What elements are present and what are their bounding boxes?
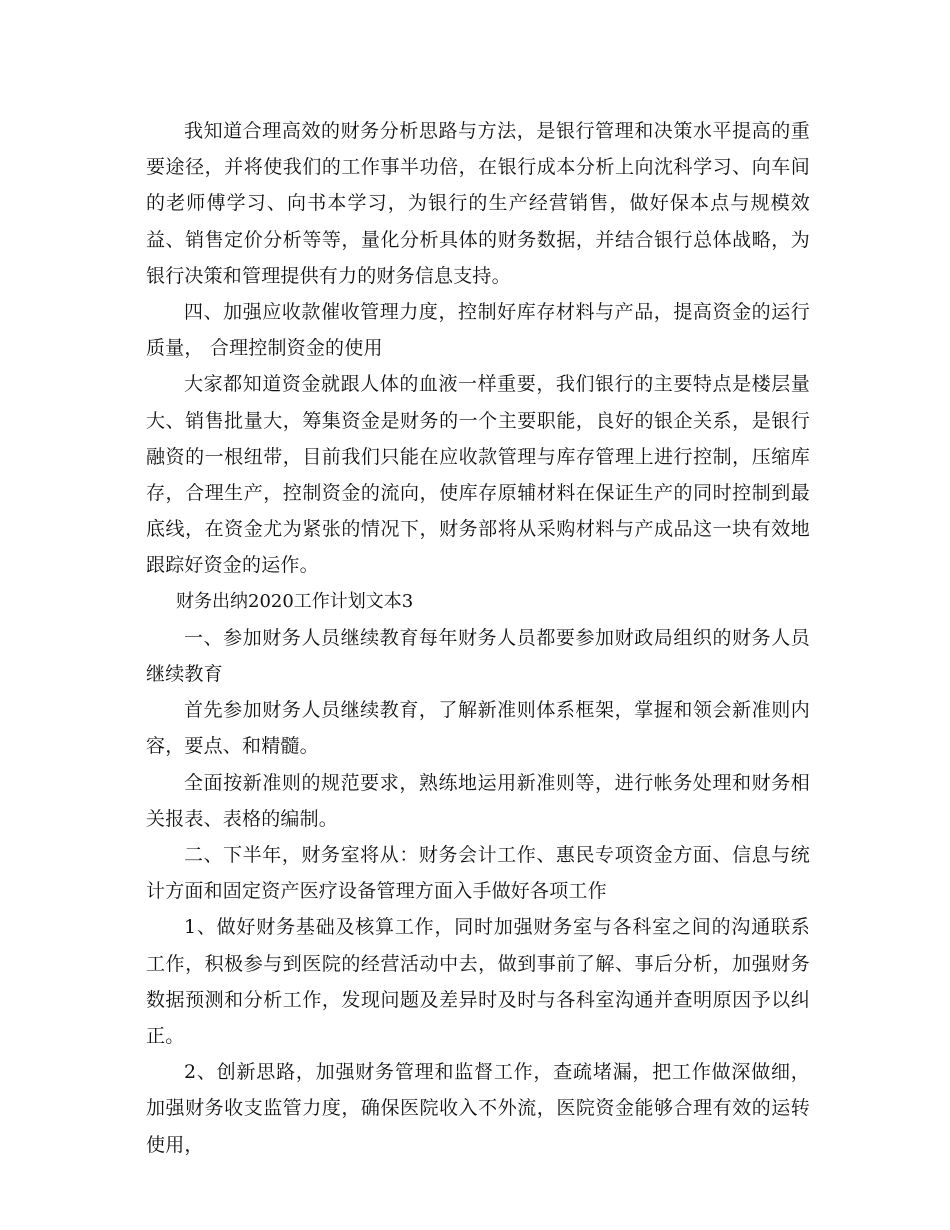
section-heading-continuing-education: 一、参加财务人员继续教育每年财务人员都要参加财政局组织的财务人员继续教育 xyxy=(146,626,810,686)
document-subtitle: 财务出纳2020工作计划文本3 xyxy=(176,590,414,612)
document-body xyxy=(146,113,810,1163)
paragraph-standards-application: 全面按新准则的规范要求，熟练地运用新准则等，进行帐务处理和财务相关报表、表格的编制。 xyxy=(146,771,810,830)
list-item-accounting-basics: 1、做好财务基础及核算工作，同时加强财务室与各科室之间的沟通联系工作，积极参与到医院的经营活动中去，做到事前了解、事后分析，加强财务数据预测和分析工作，发现问题及差异时及时与各科室沟通并查明原因予以纠正。 xyxy=(146,916,810,1048)
section-heading-second-half-year: 二、下半年，财务室将从：财务会计工作、惠民专项资金方面、信息与统计方面和固定资产医疗设备管理方面入手做好各项工作 xyxy=(146,844,810,903)
paragraph-capital-management: 大家都知道资金就跟人体的血液一样重要，我们银行的主要特点是楼层量大、销售批量大，筹集资金是财务的一个主要职能，良好的银企关系，是银行融资的一根纽带，目前我们只能在应收款管理与库存管理上进行控制，压缩库存，合理生产，控制资金的流向，使库存原辅材料在保证生产的同时控制到最底线，在资金尤为紧张的情况下，财务部将从采购材料与产成品这一块有效地跟踪好资金的运作。 xyxy=(146,373,810,577)
paragraph-new-standards: 首先参加财务人员继续教育，了解新准则体系框架，掌握和领会新准则内容，要点、和精髓。 xyxy=(146,699,810,758)
paragraph-analysis-methods: 我知道合理高效的财务分析思路与方法，是银行管理和决策水平提高的重要途径，并将使我们的工作事半功倍，在银行成本分析上向沈科学习、向车间的老师傅学习、向书本学习，为银行的生产经营销售，做好保本点与规模效益、销售定价分析等等，量化分析具体的财务数据，并结合银行总体战略，为银行决策和管理提供有力的财务信息支持。 xyxy=(146,120,810,287)
list-item-innovation-supervision: 2、创新思路，加强财务管理和监督工作，查疏堵漏，把工作做深做细，加强财务收支监管力度，确保医院收入不外流，医院资金能够合理有效的运转使用， xyxy=(146,1061,810,1156)
section-heading-receivables: 四、加强应收款催收管理力度，控制好库存材料与产品，提高资金的运行质量， 合理控制资金的使用 xyxy=(146,301,810,360)
